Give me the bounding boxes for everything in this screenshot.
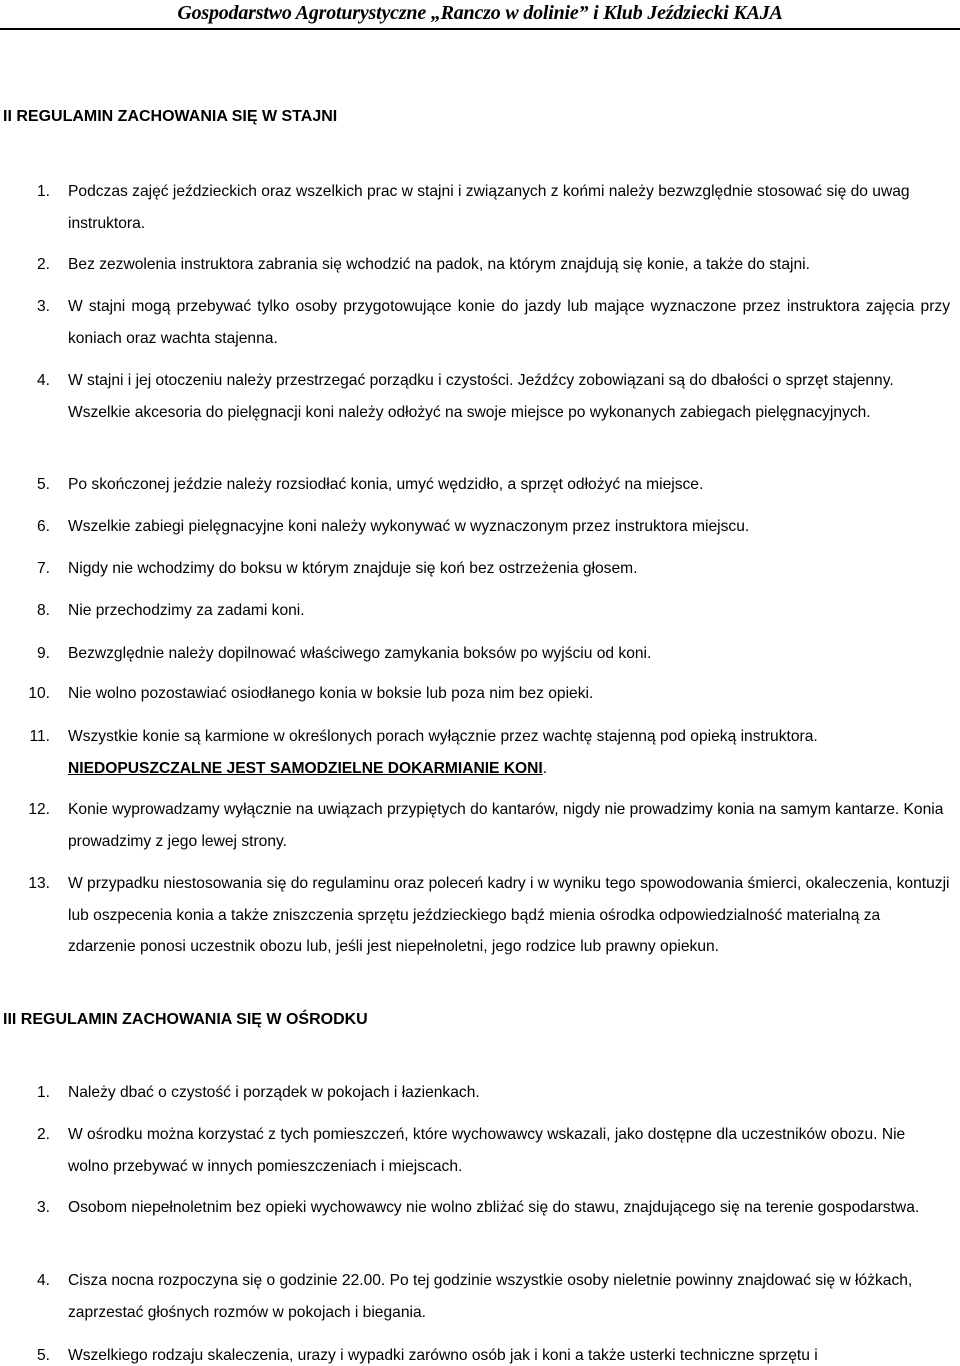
- item-number: 1.: [36, 1084, 50, 1101]
- item-number: 10.: [28, 685, 50, 702]
- item-text: W stajni i jej otoczeniu należy przestrzegać porządku i czystości. Jeźdźcy zobowiązani są do dbałości o sprzęt stajenny. Wszelkie akcesoria do pielęgnacji koni należy odłożyć na swoje miejsce po wykonanych zabiegach pielęgnacyjnych.: [68, 372, 894, 421]
- item-number: 5.: [36, 1347, 50, 1364]
- item-number: 13.: [28, 875, 50, 892]
- item-number: 2.: [36, 1126, 50, 1143]
- item-text: Wszelkie zabiegi pielęgnacyjne koni należy wykonywać w wyznaczonym przez instruktora miejscu.: [68, 518, 750, 535]
- item-number: 2.: [36, 256, 50, 273]
- item-text: Wszelkiego rodzaju skaleczenia, urazy i wypadki zarówno osób jak i koni a także usterki techniczne sprzętu i: [68, 1347, 818, 1364]
- item-text: Bezwzględnie należy dopilnować właściwego zamykania boksów po wyjściu od koni.: [68, 645, 652, 662]
- feeding-warning-period: .: [542, 759, 548, 777]
- item-text: Nie przechodzimy za zadami koni.: [68, 602, 305, 619]
- item-text: Po skończonej jeździe należy rozsiodłać konia, umyć wędzidło, a sprzęt odłożyć na miejsce.: [68, 476, 704, 493]
- list-item: [0, 1119, 960, 1182]
- list-item: [0, 638, 960, 670]
- item-text: Cisza nocna rozpoczyna się o godzinie 22.00. Po tej godzinie wszystkie osoby nieletnie powinny znajdować się w łóżkach, zaprzestać głośnych rozmów w pokojach i biegania.: [68, 1272, 913, 1321]
- item-text: Bez zezwolenia instruktora zabrania się wchodzić na padok, na którym znajdują się konie, a także do stajni.: [68, 256, 810, 273]
- list-item: [0, 365, 960, 428]
- feeding-warning: NIEDOPUSZCZALNE JEST SAMODZIELNE DOKARMIANIE KONI: [68, 759, 543, 777]
- list-item: [0, 511, 960, 543]
- section-heading-stable: II REGULAMIN ZACHOWANIA SIĘ W STAJNI: [3, 108, 338, 125]
- item-text: Osobom niepełnoletnim bez opieki wychowawcy nie wolno zbliżać się do stawu, znajdującego się na terenie gospodarstwa.: [68, 1199, 920, 1216]
- item-text: Należy dbać o czystość i porządek w pokojach i łazienkach.: [68, 1084, 480, 1101]
- list-item: [0, 1340, 960, 1366]
- list-item: [0, 794, 960, 857]
- item-number: 12.: [28, 801, 50, 818]
- list-item: [0, 176, 960, 239]
- item-number: 11.: [29, 728, 50, 745]
- item-number: 3.: [36, 298, 50, 315]
- item-number: 1.: [36, 183, 50, 200]
- item-number: 6.: [36, 518, 50, 535]
- list-item: [0, 868, 960, 963]
- section-heading-center: III REGULAMIN ZACHOWANIA SIĘ W OŚRODKU: [3, 1011, 368, 1028]
- item-number: 5.: [36, 476, 50, 493]
- item-text: Nigdy nie wchodzimy do boksu w którym znajduje się koń bez ostrzeżenia głosem.: [68, 560, 638, 577]
- item-number: 4.: [36, 1272, 50, 1289]
- list-item: [0, 1077, 960, 1109]
- header-divider: [0, 28, 960, 30]
- header-title: Gospodarstwo Agroturystyczne „Ranczo w dolinie” i Klub Jeździecki KAJA: [177, 2, 783, 24]
- item-number: 7.: [36, 560, 50, 577]
- list-item: [0, 1192, 960, 1224]
- item-number: 8.: [36, 602, 50, 619]
- list-item: [0, 553, 960, 585]
- item-number: 4.: [36, 372, 50, 389]
- list-item: [0, 721, 960, 784]
- page-header: [0, 0, 960, 30]
- list-item: [0, 249, 960, 281]
- item-text: W stajni mogą przebywać tylko osoby przygotowujące konie do jazdy lub mające wyznaczone przez instruktora zajęcia przy koniach oraz wachta stajenna.: [68, 298, 950, 347]
- item-text: Podczas zajęć jeździeckich oraz wszelkich prac w stajni i związanych z końmi należy bezwzględnie stosować się do uwag instruktora.: [68, 183, 910, 232]
- item-number: 9.: [36, 645, 50, 662]
- item-text: [68, 721, 950, 784]
- list-item: [0, 678, 960, 710]
- list-item: [0, 469, 960, 501]
- list-item: [0, 595, 960, 627]
- item-text: W ośrodku można korzystać z tych pomieszczeń, które wychowawcy wskazali, jako dostępne dla uczestników obozu. Nie wolno przebywać w innych pomieszczeniach i miejscach.: [68, 1126, 906, 1175]
- item-number: 3.: [36, 1199, 50, 1216]
- item-text: W przypadku niestosowania się do regulaminu oraz poleceń kadry i w wyniku tego spowodowania śmierci, okaleczenia, kontuzji lub oszpecenia konia a także zniszczenia sprzętu jeździeckiego bądź mienia ośrodka odpowiedzialność materialną za zdarzenie ponosi uczestnik obozu lub, jeśli jest niepełnoletni, jego rodzice lub prawny opiekun.: [68, 875, 950, 955]
- item-text-main: Wszystkie konie są karmione w określonych porach wyłącznie przez wachtę stajenną pod opieką instruktora.: [68, 728, 818, 745]
- item-text: Konie wyprowadzamy wyłącznie na uwiązach przypiętych do kantarów, nigdy nie prowadzimy konia na samym kantarze. Konia prowadzimy z jego lewej strony.: [68, 801, 944, 850]
- list-item: [0, 291, 960, 354]
- item-text: Nie wolno pozostawiać osiodłanego konia w boksie lub poza nim bez opieki.: [68, 685, 594, 702]
- list-item: [0, 1265, 960, 1328]
